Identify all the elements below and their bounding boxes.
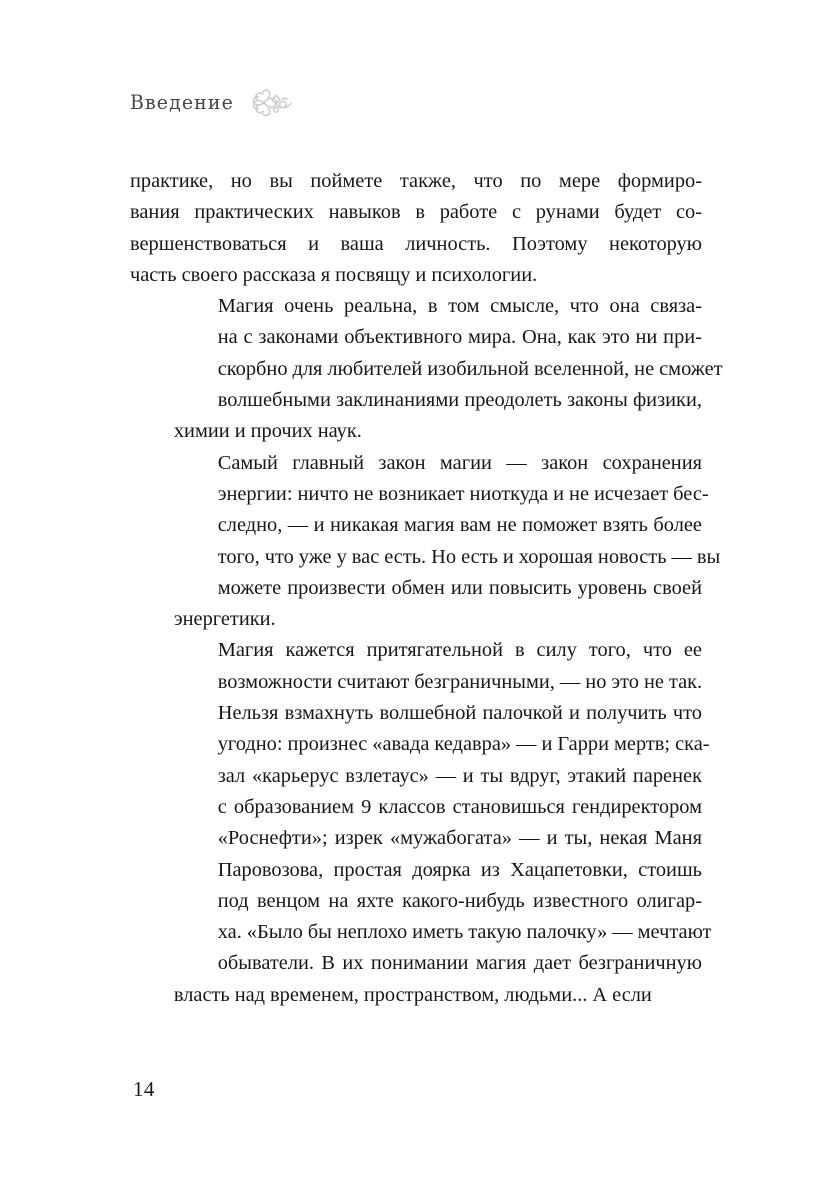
text-line: обыватели. В их понимании магия дает безграничную [217,952,702,975]
celtic-knot-ornament-icon [251,88,297,118]
body-textblock [130,166,723,1011]
text-line: угодно: произнес «авада кедавра» — и Гарри мертв; ска- [217,733,710,756]
text-line: скорбно для любителей изобильной вселенной, не сможет [217,357,723,380]
text-line: волшебными заклинаниями преодолеть законы физики, [217,389,702,412]
running-head-title: Введение [130,90,234,114]
paragraph [130,448,721,636]
text-line: на с законами объективного мира. Она, как это ни при- [217,326,702,349]
text-line: практике, но вы поймете также, что по мере формиро- [130,170,702,192]
text-line: с образованием 9 классов становишься гендиректором [217,795,702,818]
text-line: того, что уже у вас есть. Но есть и хорошая новость — вы [217,545,721,568]
text-line: Самый главный закон магии — закон сохранения [217,451,702,474]
text-line: Нельзя взмахнуть волшебной палочкой и получить что [217,702,702,725]
text-line: возможности считают безграничными, — но это не так. [217,670,703,693]
text-line: «Роснефти»; изрек «мужабогата» — и ты, некая Маня [217,827,702,850]
text-line: власть над временем, пространством, людьми... А если [173,983,652,1006]
text-line: химии и прочих наук. [173,420,362,443]
text-line: энергетики. [173,608,276,631]
text-line: Магия кажется притягательной в силу того, что ее [217,639,702,662]
text-line: под венцом на яхте какого-нибудь известного олигар- [217,889,702,912]
text-line: можете произвести обмен или повысить уровень своей [217,576,702,599]
running-head [130,84,297,120]
text-line: вершенствоваться и ваша личность. Поэтому некоторую [130,232,702,255]
text-line: вания практических навыков в работе с рунами будет со- [130,201,702,224]
text-line: часть своего рассказа я посвящу и психологии. [130,263,538,286]
text-line: зал «карьерус взлетаус» — и ты вдруг, этакий паренек [217,764,702,787]
text-line: энергии: ничто не возникает ниоткуда и не исчезает бес- [217,482,709,505]
page-number: 14 [133,1077,155,1101]
paragraph [130,291,723,447]
text-line: Магия очень реальна, в том смысле, что она связа- [217,295,702,318]
paragraph [130,635,712,1011]
text-line: следно, — и никакая магия вам не поможет взять более [217,514,702,537]
text-line: Паровозова, простая доярка из Хацапетовки, стоишь [217,858,702,881]
text-line: ха. «Было бы неплохо иметь такую палочку» — мечтают [217,921,712,944]
paragraph [130,166,702,291]
